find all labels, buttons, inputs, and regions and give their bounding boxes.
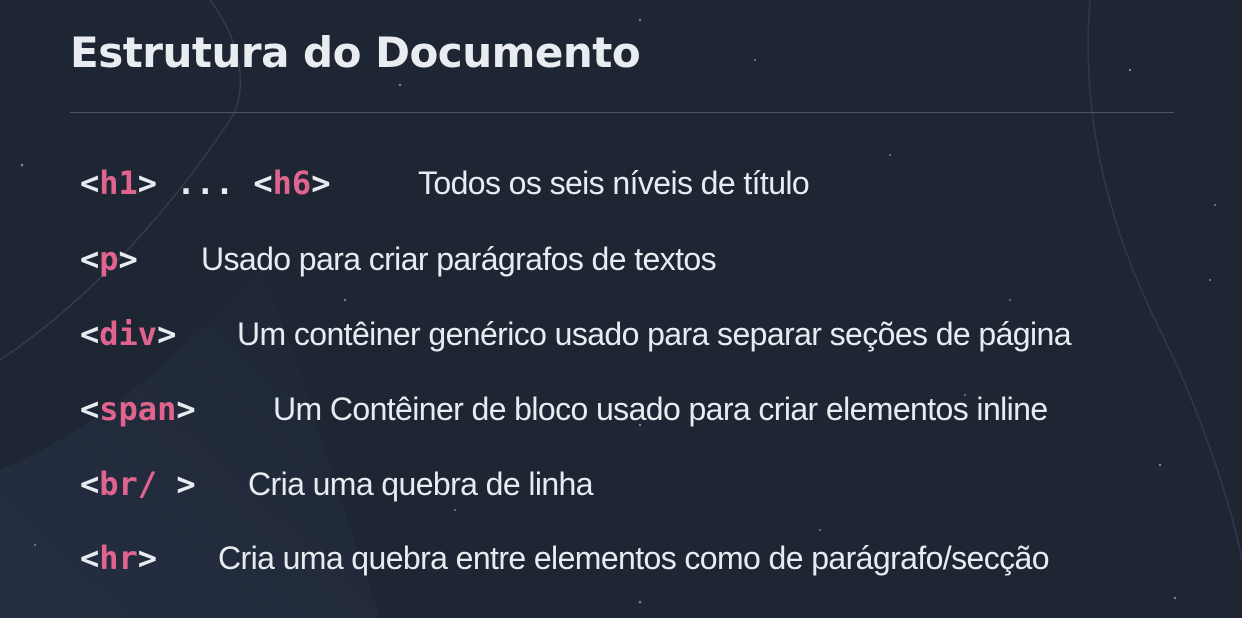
tag-code-p: <p> bbox=[80, 240, 138, 278]
slide-title: Estrutura do Documento bbox=[70, 28, 641, 77]
title-divider bbox=[70, 112, 1174, 113]
tag-code-span: <span> bbox=[80, 390, 196, 428]
tag-description: Usado para criar parágrafos de textos bbox=[201, 240, 716, 277]
tag-code-hr: <hr> bbox=[80, 539, 158, 577]
list-item-div bbox=[80, 311, 1071, 357]
tag-code-br: <br/ > bbox=[80, 465, 196, 503]
list-item-hr bbox=[80, 535, 1049, 581]
tag-description: Um contêiner genérico usado para separar seções de página bbox=[237, 315, 1071, 352]
tag-description: Todos os seis níveis de título bbox=[418, 164, 810, 201]
list-item-p bbox=[80, 236, 716, 282]
tag-description: Um Contêiner de bloco usado para criar elementos inline bbox=[273, 390, 1048, 427]
tag-code-div: <div> bbox=[80, 315, 177, 353]
tag-code-h1-h6: <h1> ... <h6> bbox=[80, 164, 331, 202]
list-item-headings bbox=[80, 160, 809, 206]
tag-description: Cria uma quebra de linha bbox=[248, 465, 593, 502]
list-item-span bbox=[80, 386, 1048, 432]
list-item-br bbox=[80, 461, 593, 507]
tag-description: Cria uma quebra entre elementos como de parágrafo/secção bbox=[218, 539, 1049, 576]
